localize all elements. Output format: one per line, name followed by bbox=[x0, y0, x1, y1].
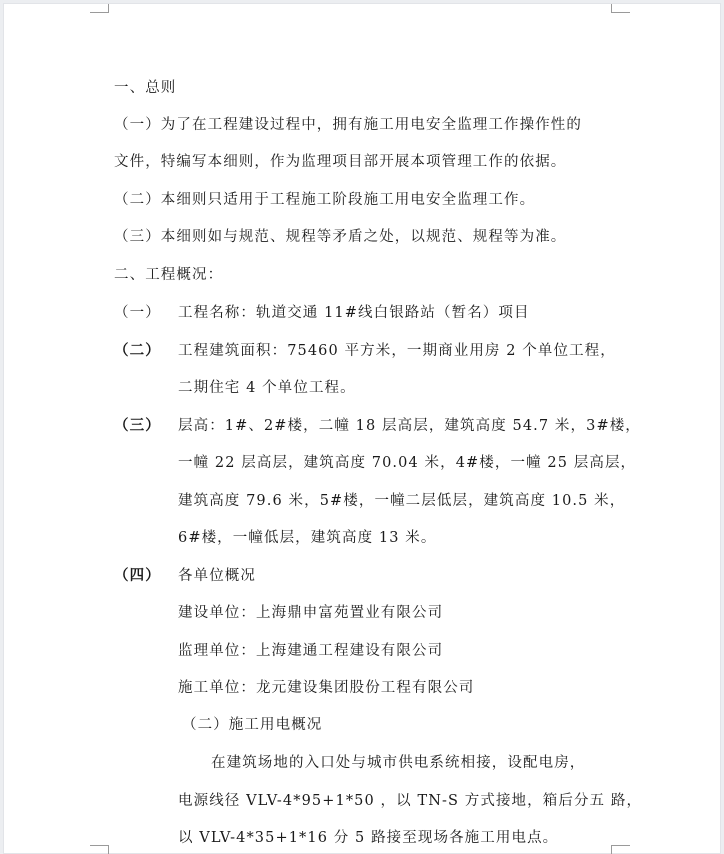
paragraph-line: 各单位概况 bbox=[178, 568, 256, 584]
paragraph-line: 层高：1#、2#楼，二幢 18 层高层，建筑高度 54.7 米，3#楼， bbox=[178, 418, 641, 434]
paragraph-line: 工程名称：轨道交通 11#线白银路站（暂名）项目 bbox=[178, 305, 530, 321]
heading-project-overview: 二、工程概况： bbox=[114, 267, 224, 283]
paragraph-line: 监理单位：上海建通工程建设有限公司 bbox=[178, 643, 444, 659]
crop-mark-top-right bbox=[611, 4, 630, 13]
paragraph-line: 工程建筑面积：75460 平方米，一期商业用房 2 个单位工程， bbox=[178, 343, 616, 359]
crop-mark-top-left bbox=[90, 4, 109, 13]
heading-general: 一、总则 bbox=[114, 80, 177, 96]
document-page bbox=[4, 4, 720, 853]
paragraph-line: 文件，特编写本细则，作为监理项目部开展本项管理工作的依据。 bbox=[114, 154, 567, 170]
paragraph-line: 电源线径 VLV-4*95+1*50 ，以 TN-S 方式接地，箱后分五 路， bbox=[178, 793, 643, 809]
list-number: （一） bbox=[114, 305, 161, 321]
paragraph-line: 施工单位：龙元建设集团股份工程有限公司 bbox=[178, 680, 475, 696]
list-number: （三） bbox=[114, 418, 161, 434]
list-number: （四） bbox=[114, 568, 161, 584]
paragraph-line: （三）本细则如与规范、规程等矛盾之处，以规范、规程等为准。 bbox=[114, 229, 567, 245]
paragraph-line: 建筑高度 79.6 米，5#楼，一幢二层低层，建筑高度 10.5 米， bbox=[178, 493, 626, 509]
paragraph-line: 以 VLV-4*35+1*16 分 5 路接至现场各施工用电点。 bbox=[178, 830, 559, 846]
paragraph-line: （二）本细则只适用于工程施工阶段施工用电安全监理工作。 bbox=[114, 192, 536, 208]
paragraph-line: 在建筑场地的入口处与城市供电系统相接，设配电房， bbox=[211, 755, 586, 771]
paragraph-line: 6#楼，一幢低层，建筑高度 13 米。 bbox=[178, 530, 437, 546]
paragraph-line: 一幢 22 层高层，建筑高度 70.04 米，4#楼，一幢 25 层高层， bbox=[178, 455, 637, 471]
list-number: （二） bbox=[114, 343, 161, 359]
heading-power-overview: （二）施工用电概况 bbox=[182, 717, 323, 733]
paragraph-line: （一）为了在工程建设过程中，拥有施工用电安全监理工作操作性的 bbox=[114, 117, 582, 133]
paragraph-line: 建设单位：上海鼎申富苑置业有限公司 bbox=[178, 605, 444, 621]
paragraph-line: 二期住宅 4 个单位工程。 bbox=[178, 380, 356, 396]
